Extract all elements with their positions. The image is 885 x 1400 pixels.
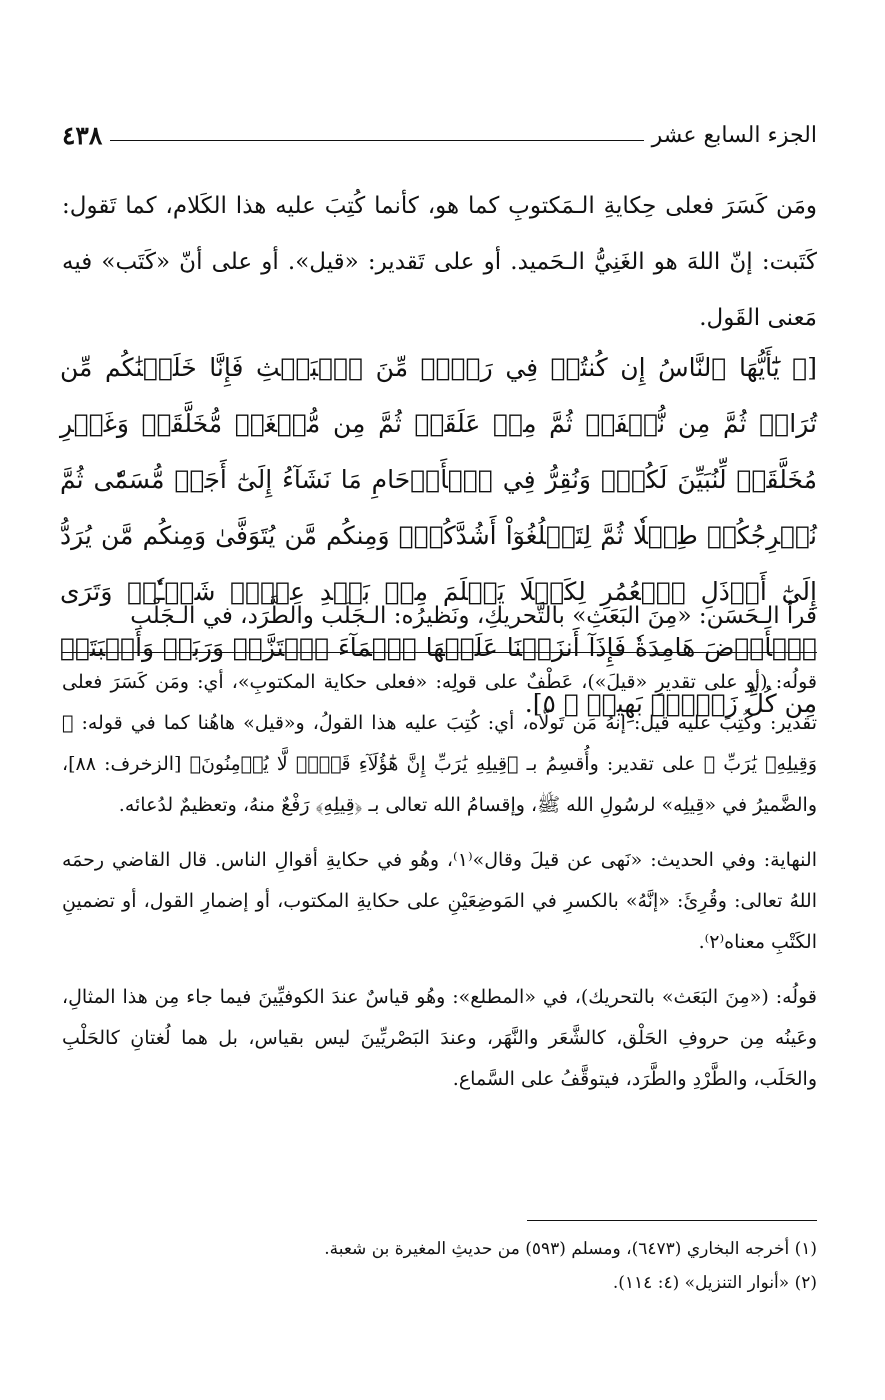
header-rule	[110, 140, 643, 141]
page-number: ٤٣٨	[62, 120, 103, 150]
tafsir-line: قرأ الـحَسَن: «مِنَ البَعَثِ» بالتَّحريكِ، ونَظيرُه: الـجَلَب والطَّرَد، في الـجَلْب	[130, 603, 817, 629]
footnote: (٢) «أنوار التنزيل» (٤: ١١٤).	[612, 1273, 817, 1293]
page-header	[62, 118, 817, 152]
margin-divider	[62, 652, 817, 653]
quran-verse: [﴿ يَٰٓأَيُّهَا ٱلنَّاسُ إِن كُنتُمۡ فِي رَيۡبٖ مِّنَ ٱلۡبَعۡثِ فَإِنَّا خَلَقۡنَٰكُم مِّن تُرَابٖ ثُمَّ مِن نُّطۡفَةٖ ثُمَّ مِنۡ عَلَقَةٖ ثُمَّ مِن مُّضۡغَةٖ مُّخَلَّقَةٖ وَغَيۡرِ مُخَلَّقَةٖ لِّنُبَيِّنَ لَكُمۡۚ وَنُقِرُّ فِي ٱلۡأَرۡحَامِ مَا نَشَآءُ إِلَىٰٓ أَجَلٖ مُّسَمّٗى ثُمَّ نُخۡرِجُكُمۡ طِفۡلٗا ثُمَّ لِتَبۡلُغُوٓاْ أَشُدَّكُمۡۖ وَمِنكُم مَّن يُتَوَفَّىٰ وَمِنكُم مَّن يُرَدُّ إِلَىٰٓ أَرۡذَلِ ٱلۡعُمُرِ لِكَيۡلَا يَعۡلَمَ مِنۢ بَعۡدِ عِلۡمٖ شَيۡـٔٗاۚ وَتَرَى ٱلۡأَرۡضَ هَامِدَةٗ فَإِذَآ أَنزَلۡنَا عَلَيۡهَا ٱلۡمَآءَ ٱهۡتَزَّتۡ وَرَبَتۡ وَأَنۢبَتَتۡ مِن كُلِّ زَوۡجِۢ بَهِيجٖ ﴾ ٥].	[60, 353, 817, 718]
main-text: ومَن كَسَرَ فعلى حِكايةِ الـمَكتوبِ كما هو، كأنما كُتِبَ عليه هذا الكَلام، كما تَقول: كَتَبت: إنّ اللهَ هو الغَنِيُّ الـحَميد. أو على تَقدير: «قيل». أو على أنّ «كَتَب» فيه مَعنى القَول.	[62, 193, 817, 331]
footnote: (١) أخرجه البخاري (٦٤٧٣)، ومسلم (٥٩٣) من حديثِ المغيرة بن شعبة.	[324, 1239, 817, 1259]
note-paragraph: النهاية: وفي الحديث: «نَهى عن قيلَ وقال»⁽١⁾، وهُو في حكايةِ أقوالِ الناس. قال القاضي رحمَه اللهُ تعالى: وقُرِئَ: «إنَّهُ» بالكسرِ في المَوضِعَيْنِ على حكايةِ المكتوب، أو إضمارِ القول، أو تضمينِ الكَتْبِ معناه⁽٢⁾.	[62, 849, 817, 953]
commentary-notes	[62, 662, 817, 1114]
running-title: الجزء السابع عشر	[651, 122, 817, 148]
note-paragraph: قولُه: (أو على تقديرِ «قيلَ»)، عَطْفٌ على قولِه: «فعلى حكاية المكتوبِ»، أي: ومَن كَسَرَ فعلى تقدير: وكُتِبَ عليه قيل: إنهُ مَن تَولّاه، أي: كُتِبَ عليه هذا القولُ، و«قيل» هاهُنا كما في قوله: ﴿ وَقِيلِهِۦ يَٰرَبِّ ﴾ على تقدير: وأُقسِمُ بـ ﴿قِيلِهِ يَٰرَبِّ إِنَّ هَٰٓؤُلَآءِ قَوۡمٞ لَّا يُؤۡمِنُونَ﴾ [الزخرف: ٨٨]، والضَّميرُ في «قِيلِه» لرسُولِ الله ﷺ، وإقسامُ الله تعالى بـ ﴿قِيلِهِ﴾ رَفْعٌ منهُ، وتعظيمٌ لدُعائه.	[62, 671, 817, 816]
footnotes	[62, 1232, 817, 1300]
note-paragraph: قولُه: («مِنَ البَعَث» بالتحريك)، في «المطلع»: وهُو قياسٌ عندَ الكوفيِّينَ فيما جاء مِن هذا المثالِ، وعَينُه مِن حروفِ الحَلْق، كالشَّعَر والنَّهَر، وعندَ البَصْريِّينَ ليس بقياس، بل هما لُغتانِ كالحَلْبِ والحَلَب، والطَّرْدِ والطَّرَد، فيتوقَّفُ على السَّماع.	[62, 986, 817, 1090]
footnote-rule	[527, 1220, 817, 1221]
